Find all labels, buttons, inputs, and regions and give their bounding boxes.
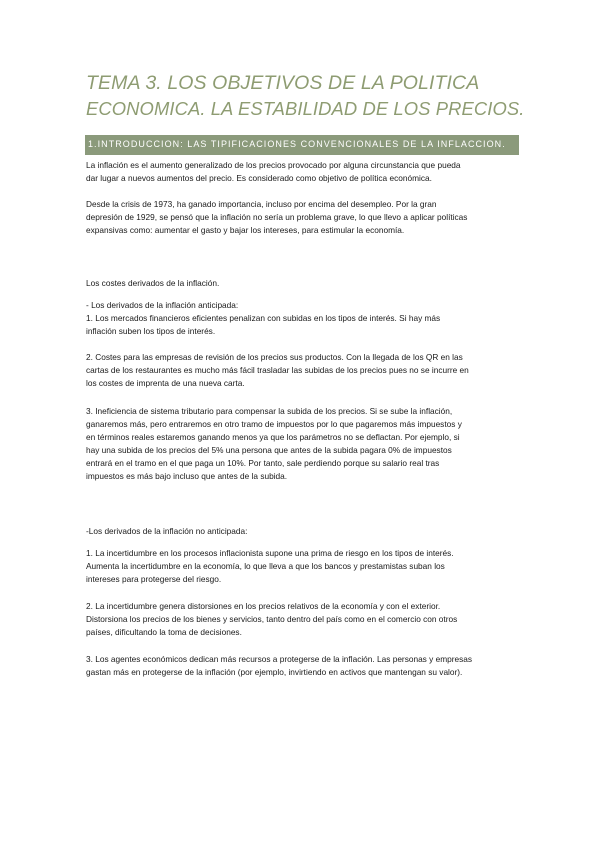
text-line: Aumenta la incertidumbre en la economía, lo que lleva a que los bancos y prestamistas suban los <box>86 561 445 571</box>
section-heading-bar <box>85 135 519 155</box>
text-line: impuestos es más bajo incluso que antes de la subida. <box>86 471 288 481</box>
text-line: gastan más en protegerse de la inflación (por ejemplo, invirtiendo en activos que mantengan su valor). <box>86 667 463 677</box>
paragraph-history <box>86 198 526 237</box>
text-line: Distorsiona los precios de los bienes y servicios, tanto dentro del país como en el comercio con otros <box>86 614 458 624</box>
text-line: en términos reales estaremos ganando menos ya que los parámetros no se deflactan. Por ejemplo, si <box>86 432 460 442</box>
section-heading: 1.INTRODUCCION: LAS TIPIFICACIONES CONVENCIONALES DE LA INFLACCION. <box>88 139 506 149</box>
text-line: hay una subida de los precios del 5% una persona que antes de la subida pagara 0% de impuestos <box>86 445 452 455</box>
text-line: 3. Los agentes económicos dedican más recursos a protegerse de la inflación. Las personas y empresas <box>86 654 473 664</box>
text-line: 1. Los mercados financieros eficientes penalizan con subidas en los tipos de interés. Si hay más <box>86 313 441 323</box>
text-line: ganaremos más, pero entraremos en otro tramo de impuestos por lo que pagaremos más impuestos y <box>86 419 462 429</box>
text-line: expansivas como: aumentar el gasto y bajar los intereses, para estimular la economía. <box>86 225 405 235</box>
paragraph-unanticipated-2 <box>86 600 526 639</box>
document-title <box>86 70 526 122</box>
paragraph-unanticipated-1 <box>86 547 526 586</box>
paragraph-anticipated-3 <box>86 405 526 483</box>
text-line: Desde la crisis de 1973, ha ganado importancia, incluso por encima del desempleo. Por la gran <box>86 199 437 209</box>
text-line: - Los derivados de la inflación anticipada: <box>86 300 239 310</box>
text-line: intereses para protegerse del riesgo. <box>86 574 222 584</box>
text-line: los costes de imprenta de una nueva carta. <box>86 378 245 388</box>
text-line: inflación suben los tipos de interés. <box>86 326 216 336</box>
paragraph-costs-heading <box>86 277 526 290</box>
text-line: países, dificultando la toma de decisiones. <box>86 627 242 637</box>
text-line: Los costes derivados de la inflación. <box>86 278 220 288</box>
paragraph-unanticipated-heading <box>86 525 526 538</box>
text-line: -Los derivados de la inflación no anticipada: <box>86 526 248 536</box>
text-line: entrará en el tramo en el que paga un 10%. Por tanto, sale perdiendo porque su salario real tras <box>86 458 440 468</box>
paragraph-unanticipated-3 <box>86 653 526 679</box>
text-line: 2. La incertidumbre genera distorsiones en los precios relativos de la economía y con el exterior. <box>86 601 441 611</box>
text-line: dar lugar a nuevos aumentos del precio. Es considerado como objetivo de política económica. <box>86 173 432 183</box>
paragraph-definition <box>86 159 526 185</box>
paragraph-anticipated <box>86 299 526 338</box>
text-line: 1. La incertidumbre en los procesos inflacionista supone una prima de riesgo en los tipos de interés. <box>86 548 454 558</box>
text-line: 2. Costes para las empresas de revisión de los precios sus productos. Con la llegada de los QR en las <box>86 352 463 362</box>
text-line: depresión de 1929, se pensó que la inflación no sería un problema grave, lo que llevo a aplicar políticas <box>86 212 468 222</box>
title-line: TEMA 3. LOS OBJETIVOS DE LA POLITICA <box>86 72 480 94</box>
paragraph-anticipated-2 <box>86 351 526 390</box>
text-line: cartas de los restaurantes es mucho más fácil trasladar las subidas de los precios pues no se incurre en <box>86 365 469 375</box>
title-line: ECONOMICA. LA ESTABILIDAD DE LOS PRECIOS. <box>86 98 525 119</box>
text-line: 3. Ineficiencia de sistema tributario para compensar la subida de los precios. Si se sube la inflación, <box>86 406 453 416</box>
text-line: La inflación es el aumento generalizado de los precios provocado por alguna circunstancia que pueda <box>86 160 461 170</box>
